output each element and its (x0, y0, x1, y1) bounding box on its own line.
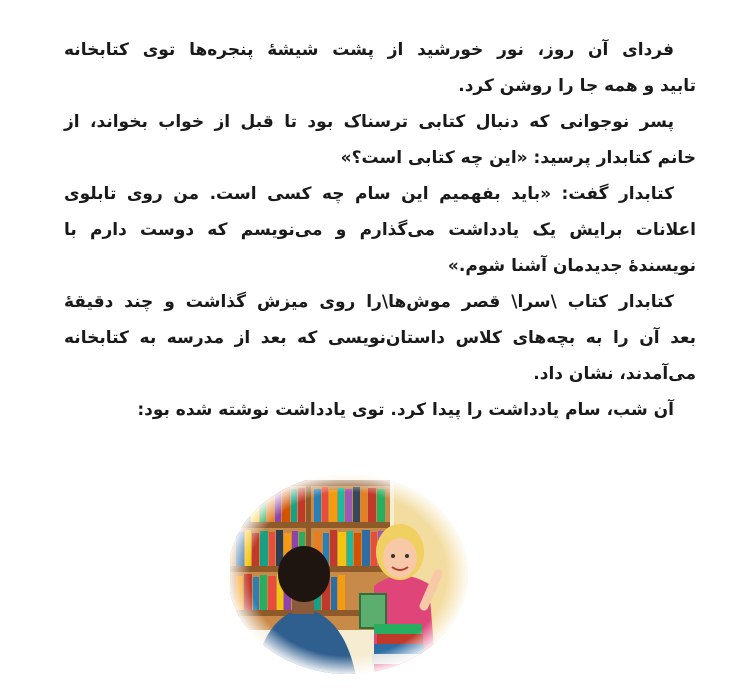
paragraph-5 (64, 392, 696, 428)
text-line: خانم کتابدار پرسید: «این چه کتابی است؟» (340, 148, 696, 168)
library-scene-picture (224, 466, 472, 676)
text-line: فردای آن روز، نور خورشید از پشت شیشهٔ پنجره‌ها توی کتابخانه (64, 40, 674, 60)
story-text (64, 32, 696, 428)
text-line: آن شب، سام یادداشت را پیدا کرد. توی یادداشت نوشته شده بود: (137, 400, 674, 420)
text-line: کتابدار گفت: «باید بفهمیم این سام چه کسی است. من روی تابلوی (64, 184, 674, 204)
text-line: پسر نوجوانی که دنبال کتابی ترسناک بود تا قبل از خواب بخواند، از (64, 112, 674, 132)
paragraph-1 (64, 32, 696, 104)
paragraph-3 (64, 176, 696, 284)
text-line: کتابدار کتاب \سرا\ قصر موش‌ها\را روی میزش گذاشت و چند دقیقهٔ (64, 292, 674, 312)
text-line: تابید و همه جا را روشن کرد. (458, 76, 696, 96)
text-line: اعلانات برایش یک یادداشت می‌گذارم و می‌نویسم که دوست دارم با (64, 220, 696, 240)
paragraph-4 (64, 284, 696, 392)
library-illustration (224, 466, 472, 676)
text-line: می‌آمدند، نشان داد. (533, 364, 696, 384)
text-line: نویسندهٔ جدیدمان آشنا شوم.» (447, 256, 696, 276)
text-line: بعد آن را به بچه‌های کلاس داستان‌نویسی که بعد از مدرسه به کتابخانه (64, 328, 696, 348)
paragraph-2 (64, 104, 696, 176)
